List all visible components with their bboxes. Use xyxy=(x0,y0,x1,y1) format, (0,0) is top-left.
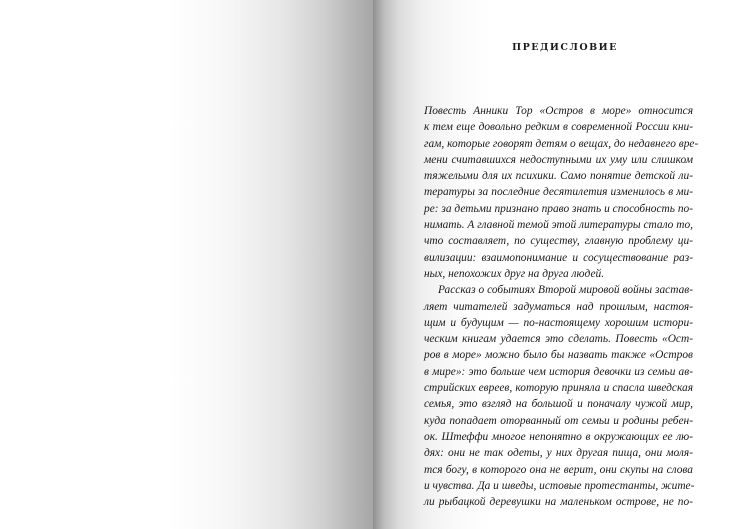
text-line: ров в море» можно было бы назвать также «Остров xyxy=(424,349,693,362)
text-line: тяжелыми для их психики. Само понятие детской ли- xyxy=(424,170,693,183)
text-line: и чувства. Да и шведы, истовые протестанты, жите- xyxy=(424,479,695,492)
text-line: куда попадает оторванный от семьи и родины ребен- xyxy=(424,414,693,427)
text-line: стрийских евреев, которую приняла и спасла шведская xyxy=(424,382,693,395)
text-line: семья, это взгляд на большой и поначалу чужой мир, xyxy=(424,398,693,411)
text-line: ок. Штеффи многое непонятно в окружающих ее лю- xyxy=(424,430,693,443)
text-line: что составляет, по существу, главную проблему ци- xyxy=(424,235,693,248)
text-line: ческим книгам удается это сделать. Повесть «Ост- xyxy=(424,333,693,346)
text-line: Повесть Анники Тор «Остров в море» относится xyxy=(424,105,693,117)
text-line: ли рыбацкой деревушки на маленьком острове, не по- xyxy=(424,496,693,509)
text-line: к тем еще довольно редким в современной России кни- xyxy=(424,121,693,134)
text-line: ных, непохожих друг на друга людей. xyxy=(424,267,605,280)
text-line: мени считавшихся недоступными их уму или слишком xyxy=(424,153,693,166)
text-line: щим и будущим — по-настоящему хорошим истори- xyxy=(424,316,693,329)
text-line: нимать. А главной темой этой литературы стало то, xyxy=(424,219,693,232)
text-line: дях: они не так одеты, у них другая пища, они моля- xyxy=(424,447,693,460)
body-text xyxy=(424,103,699,510)
chapter-heading: ПРЕДИСЛОВИЕ xyxy=(512,42,618,53)
text-line: в мире»: это больше чем история девочки из семьи ав- xyxy=(424,365,693,378)
text-line: ре: за детьми признано право знать и способность по- xyxy=(424,202,693,215)
text-line: тературы за последние десятилетия изменилось в ми- xyxy=(424,186,693,199)
text-line: вилизации: взаимопонимание и сосуществование раз- xyxy=(424,251,693,264)
text-line: Рассказ о событиях Второй мировой войны застав- xyxy=(438,284,693,297)
text-line: гам, которые говорят детям о вещах, до недавнего вре- xyxy=(424,137,699,150)
text-line: ляет читателей задуматься над прошлым, настоя- xyxy=(424,300,693,313)
text-line: тся богу, в которого она не верит, они скупы на слова xyxy=(424,463,693,476)
